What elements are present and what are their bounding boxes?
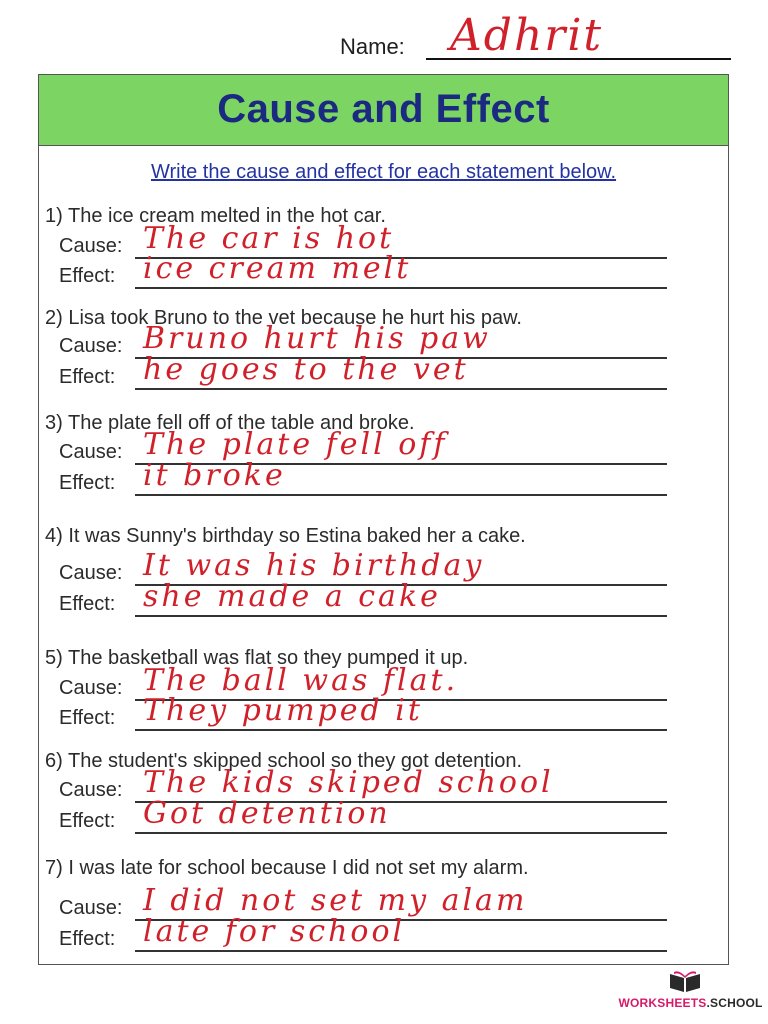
instruction-text: Write the cause and effect for each statement below.: [150, 161, 617, 183]
answer-line: [135, 950, 667, 952]
cause-answer-1: The car is hot: [143, 221, 395, 256]
question-5: 5) The basketball was flat so they pumped it up.: [45, 647, 469, 669]
question-1: 1) The ice cream melted in the hot car.: [45, 205, 386, 227]
question-7: 7) I was late for school because I did not set my alarm.: [45, 857, 529, 879]
question-2: 2) Lisa took Bruno to the vet because he hurt his paw.: [45, 307, 522, 329]
effect-label: Effect:: [59, 810, 116, 832]
answer-line: [135, 287, 667, 289]
effect-label: Effect:: [59, 928, 116, 950]
cause-label: Cause:: [59, 779, 123, 801]
effect-row-1: [59, 251, 669, 293]
logo-text-part2: .SCHOOL: [706, 996, 763, 1010]
page-title: Cause and Effect: [217, 87, 550, 131]
question-4: 4) It was Sunny's birthday so Estina baked her a cake.: [45, 525, 526, 547]
effect-row-3: [59, 458, 669, 500]
effect-label: Effect:: [59, 707, 116, 729]
answer-line: [135, 615, 667, 617]
cause-label: Cause:: [59, 335, 123, 357]
logo-text-part1: WORKSHEETS: [618, 996, 707, 1010]
effect-row-7: [59, 914, 669, 956]
effect-row-6: [59, 796, 669, 838]
answer-line: [135, 832, 667, 834]
name-field: [340, 10, 735, 68]
effect-answer-1: ice cream melt: [143, 251, 412, 286]
cause-answer-3: The plate fell off: [143, 427, 448, 462]
logo-text: [618, 996, 763, 1010]
effect-answer-7: late for school: [143, 914, 406, 949]
cause-answer-5: The ball was flat.: [143, 663, 459, 698]
name-value: Adhrit: [450, 10, 604, 61]
effect-answer-5: They pumped it: [143, 693, 423, 728]
effect-answer-6: Got detention: [143, 796, 391, 831]
open-book-icon: [668, 970, 702, 994]
cause-answer-6: The kids skiped school: [143, 765, 554, 800]
cause-answer-7: I did not set my alam: [143, 883, 528, 918]
effect-row-4: [59, 579, 669, 621]
effect-row-5: [59, 693, 669, 735]
question-3: 3) The plate fell off of the table and broke.: [45, 412, 415, 434]
worksheet: [38, 74, 729, 965]
name-label: Name:: [340, 34, 405, 59]
effect-row-2: [59, 352, 669, 394]
worksheets-school-logo: [618, 970, 763, 1015]
effect-answer-3: it broke: [143, 458, 286, 493]
effect-label: Effect:: [59, 593, 116, 615]
cause-answer-2: Bruno hurt his paw: [143, 321, 491, 356]
cause-label: Cause:: [59, 562, 123, 584]
effect-answer-4: she made a cake: [143, 579, 441, 614]
question-6: 6) The student's skipped school so they got detention.: [45, 750, 523, 772]
cause-label: Cause:: [59, 235, 123, 257]
effect-answer-2: he goes to the vet: [143, 352, 469, 387]
title-banner: [39, 75, 728, 146]
effect-label: Effect:: [59, 265, 116, 287]
answer-line: [135, 494, 667, 496]
cause-label: Cause:: [59, 897, 123, 919]
answer-line: [135, 388, 667, 390]
cause-label: Cause:: [59, 677, 123, 699]
effect-label: Effect:: [59, 472, 116, 494]
cause-label: Cause:: [59, 441, 123, 463]
answer-line: [135, 729, 667, 731]
cause-answer-4: It was his birthday: [143, 548, 485, 583]
effect-label: Effect:: [59, 366, 116, 388]
